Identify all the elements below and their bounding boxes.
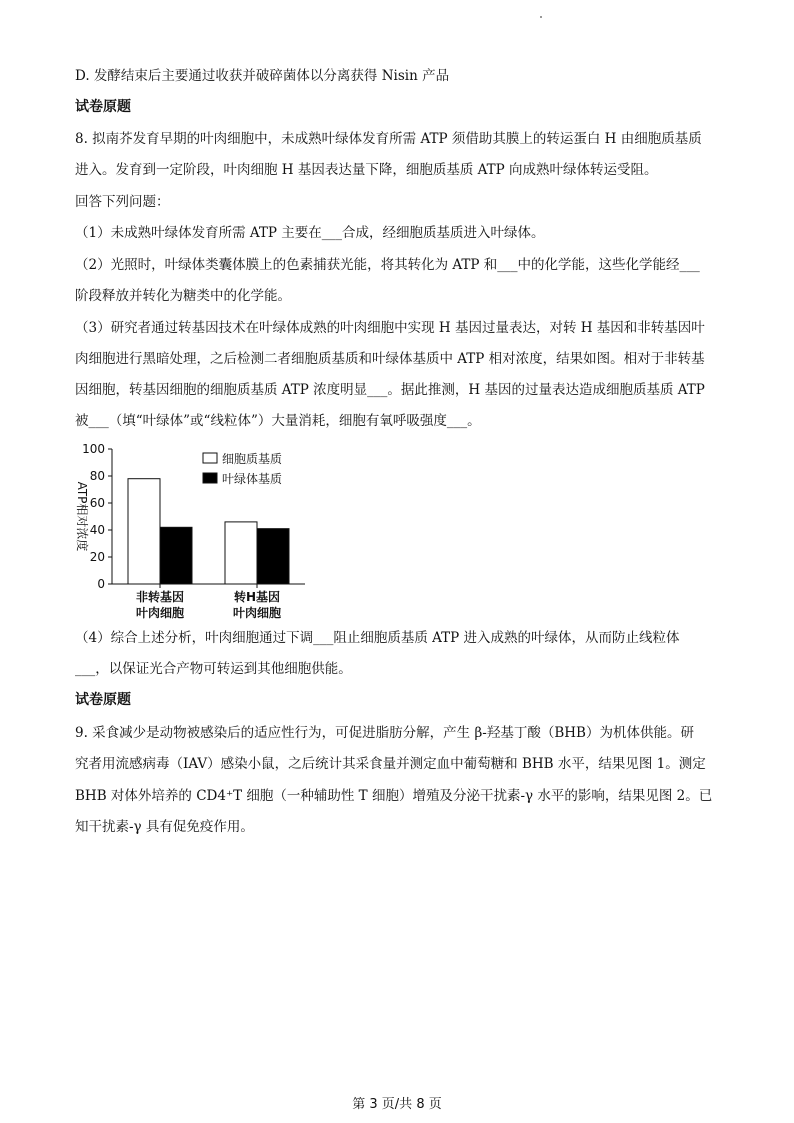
option-d: D. 发酵结束后主要通过收获并破碎菌体以分离获得 Nisin 产品 bbox=[75, 68, 450, 84]
section-heading: 试卷原题 bbox=[75, 692, 131, 708]
q9-stem-line2: 究者用流感病毒（IAV）感染小鼠，之后统计其采食量并测定血中葡萄糖和 BHB 水平，结果见图 1。测定 bbox=[75, 756, 706, 772]
q8-stem-line3: 回答下列问题： bbox=[75, 194, 170, 210]
y-tick-label: 40 bbox=[89, 523, 105, 537]
legend-swatch bbox=[203, 453, 217, 463]
y-tick-label: 100 bbox=[82, 442, 105, 456]
q8-part4-line1: （4）综合上述分析，叶肉细胞通过下调___阻止细胞质基质 ATP 进入成熟的叶绿体，从而防止线粒体 bbox=[75, 630, 680, 646]
atp-bar-chart bbox=[60, 435, 320, 625]
q9-stem-line4: 知干扰素-γ 具有促免疫作用。 bbox=[75, 819, 254, 835]
y-tick-label: 0 bbox=[97, 577, 105, 591]
x-tick-label: 非转基因 bbox=[135, 590, 185, 604]
q8-part4-line2: ___，以保证光合产物可转运到其他细胞供能。 bbox=[75, 661, 352, 677]
bar-chloroplast bbox=[257, 529, 289, 584]
page-footer: 第 3 页/共 8 页 bbox=[352, 1097, 442, 1112]
legend-label: 叶绿体基质 bbox=[222, 472, 283, 486]
q8-part2-line1: （2）光照时，叶绿体类囊体膜上的色素捕获光能，将其转化为 ATP 和___中的化学能，这些化学能经___ bbox=[75, 257, 700, 273]
section-heading: 试卷原题 bbox=[75, 99, 131, 115]
q8-part3-line2: 肉细胞进行黑暗处理，之后检测二者细胞质基质和叶绿体基质中 ATP 相对浓度，结果如图。相对于非转基 bbox=[75, 351, 705, 367]
q8-stem-line2: 进入。发育到一定阶段，叶肉细胞 H 基因表达量下降，细胞质基质 ATP 向成熟叶绿体转运受阻。 bbox=[75, 162, 658, 178]
q9-stem-line1: 9. 采食减少是动物被感染后的适应性行为，可促进脂肪分解，产生 β-羟基丁酸（BHB）为机体供能。研 bbox=[75, 725, 694, 741]
bar-chloroplast bbox=[160, 527, 192, 584]
bar-cytoplasm bbox=[128, 479, 160, 584]
x-tick-label: 叶肉细胞 bbox=[135, 606, 185, 620]
y-tick-label: 60 bbox=[89, 496, 105, 510]
x-tick-label: 转H基因 bbox=[233, 590, 281, 604]
y-axis-title: ATP相对浓度 bbox=[75, 481, 89, 552]
y-tick-label: 80 bbox=[89, 469, 105, 483]
q8-part2-line2: 阶段释放并转化为糖类中的化学能。 bbox=[75, 288, 291, 304]
q8-part1: （1）未成熟叶绿体发育所需 ATP 主要在___合成，经细胞质基质进入叶绿体。 bbox=[75, 225, 545, 241]
q8-part3-line1: （3）研究者通过转基因技术在叶绿体成熟的叶肉细胞中实现 H 基因过量表达，对转 H 基因和非转基因叶 bbox=[75, 320, 705, 336]
q8-part3-line3: 因细胞，转基因细胞的细胞质基质 ATP 浓度明显___。据此推测，H 基因的过量表达造成细胞质基质 ATP bbox=[75, 382, 705, 398]
legend-label: 细胞质基质 bbox=[222, 452, 283, 466]
y-tick-label: 20 bbox=[89, 550, 105, 564]
x-tick-label: 叶肉细胞 bbox=[232, 606, 282, 620]
legend-swatch bbox=[203, 473, 217, 483]
q8-part3-line4: 被___（填“叶绿体”或“线粒体”）大量消耗，细胞有氧呼吸强度___。 bbox=[75, 413, 481, 429]
bar-cytoplasm bbox=[225, 522, 257, 584]
q9-stem-line3: BHB 对体外培养的 CD4⁺T 细胞（一种辅助性 T 细胞）增殖及分泌干扰素-γ 水平的影响，结果见图 2。已 bbox=[75, 788, 713, 804]
q8-stem-line1: 8. 拟南芥发育早期的叶肉细胞中，未成熟叶绿体发育所需 ATP 须借助其膜上的转运蛋白 H 由细胞质基质 bbox=[75, 131, 702, 147]
scan-dot bbox=[540, 16, 542, 18]
